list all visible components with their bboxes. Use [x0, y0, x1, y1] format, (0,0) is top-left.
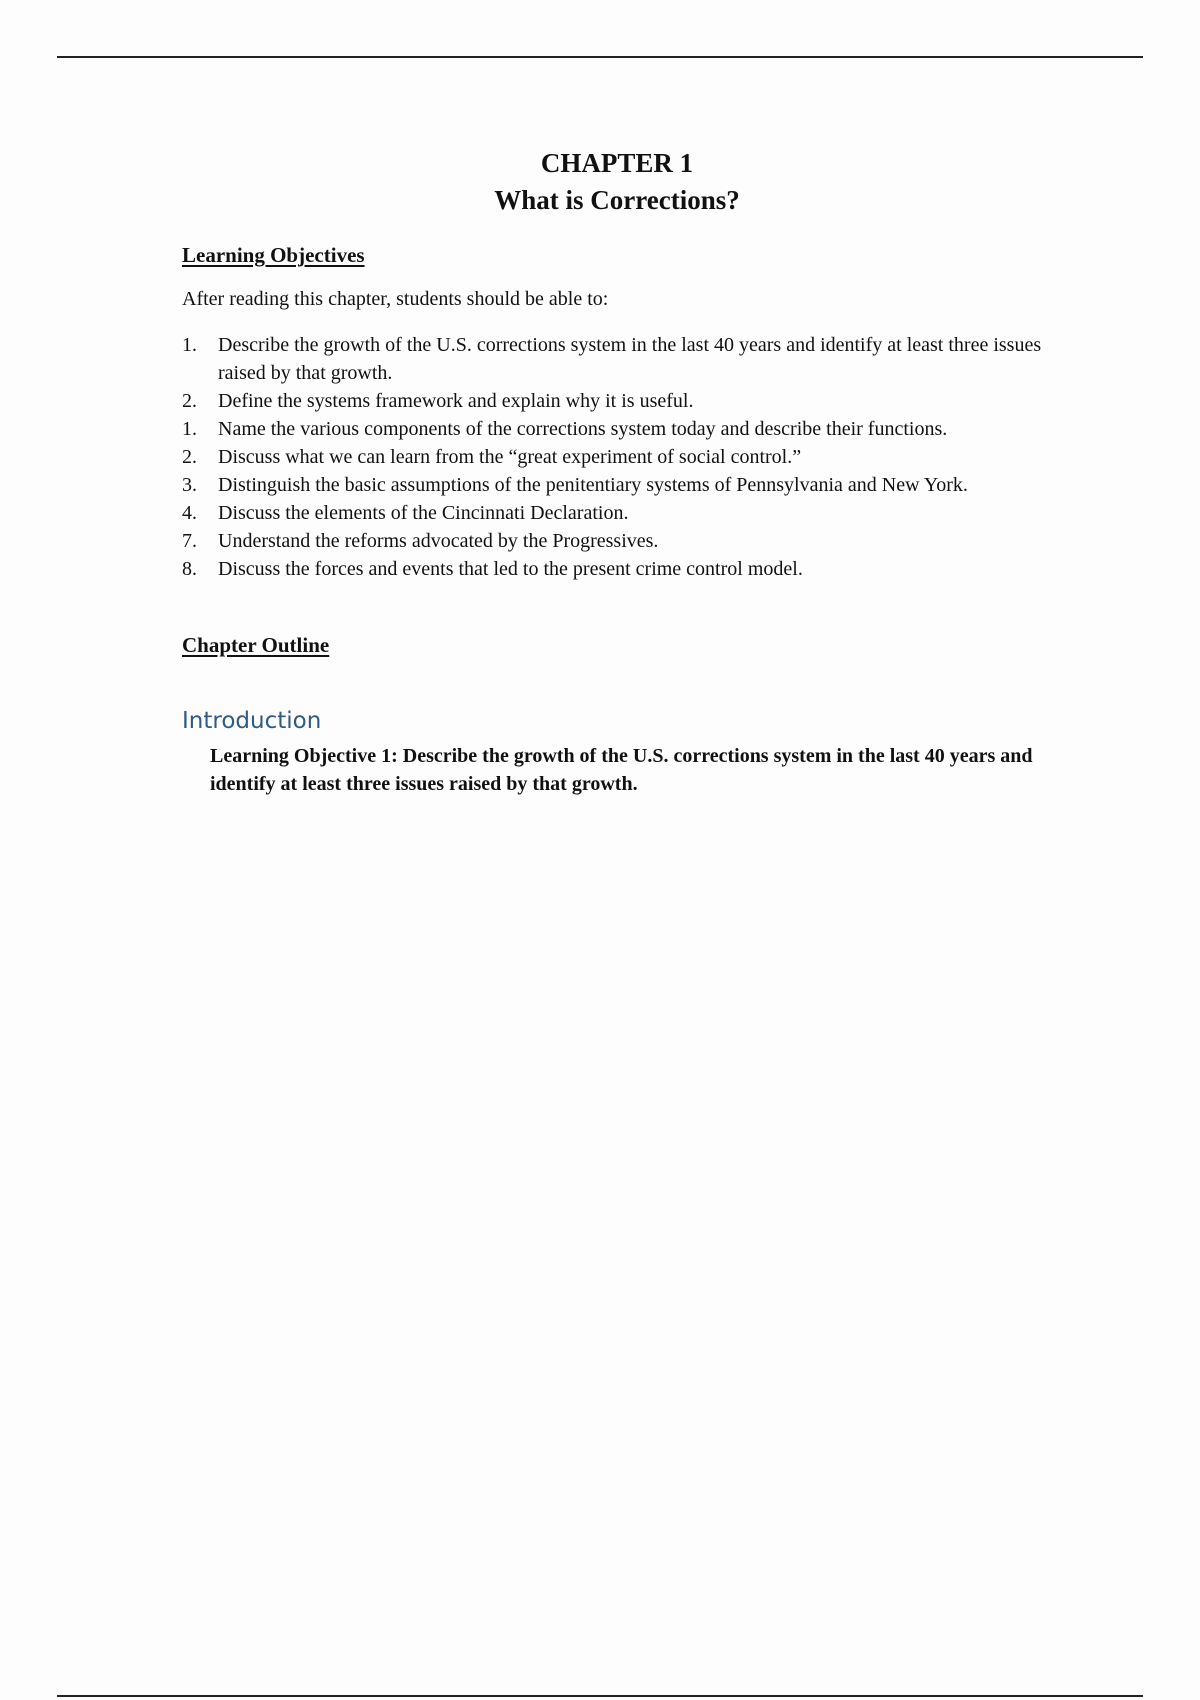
chapter-title: What is Corrections?	[494, 185, 740, 215]
list-item-text: Distinguish the basic assumptions of the penitentiary systems of Pennsylvania and New York.	[218, 474, 968, 496]
learning-objective-1: Learning Objective 1: Describe the growth of the U.S. corrections system in the last 40 years and identify at least three issues raised by that growth.	[210, 745, 1033, 795]
list-item-number: 2.	[182, 390, 197, 412]
list-item	[182, 555, 1068, 583]
list-item-number: 3.	[182, 474, 197, 496]
list-item	[182, 471, 1068, 499]
list-item	[182, 331, 1068, 387]
chapter-number: CHAPTER 1	[540, 148, 694, 178]
list-item	[182, 443, 1068, 471]
top-rule	[57, 56, 1143, 58]
list-item-number: 7.	[182, 530, 197, 552]
list-item	[182, 387, 1068, 415]
list-item-number: 8.	[182, 558, 197, 580]
list-item	[182, 415, 1068, 443]
learning-objectives-heading: Learning Objectives	[182, 243, 365, 267]
list-item-number: 2.	[182, 446, 197, 468]
list-item-text: Name the various components of the corrections system today and describe their functions.	[218, 418, 948, 440]
list-item-text: Discuss what we can learn from the “great experiment of social control.”	[218, 446, 802, 468]
list-item	[182, 499, 1068, 527]
list-item	[182, 527, 1068, 555]
list-item-text: Discuss the forces and events that led to the present crime control model.	[218, 558, 803, 580]
bottom-rule	[57, 1695, 1143, 1697]
list-item-text: Define the systems framework and explain why it is useful.	[218, 390, 694, 412]
objectives-intro: After reading this chapter, students should be able to:	[182, 288, 609, 310]
page-content	[182, 145, 1082, 798]
chapter-heading	[182, 145, 1052, 219]
list-item-text: Describe the growth of the U.S. corrections system in the last 40 years and identify at least three issues raised by that growth.	[218, 334, 1042, 384]
list-item-text: Understand the reforms advocated by the Progressives.	[218, 530, 659, 552]
chapter-outline-heading: Chapter Outline	[182, 633, 330, 657]
list-item-number: 1.	[182, 418, 197, 440]
introduction-heading: Introduction	[182, 708, 322, 734]
objectives-list	[182, 331, 1082, 583]
list-item-number: 1.	[182, 334, 197, 356]
list-item-text: Discuss the elements of the Cincinnati Declaration.	[218, 502, 629, 524]
list-item-number: 4.	[182, 502, 197, 524]
